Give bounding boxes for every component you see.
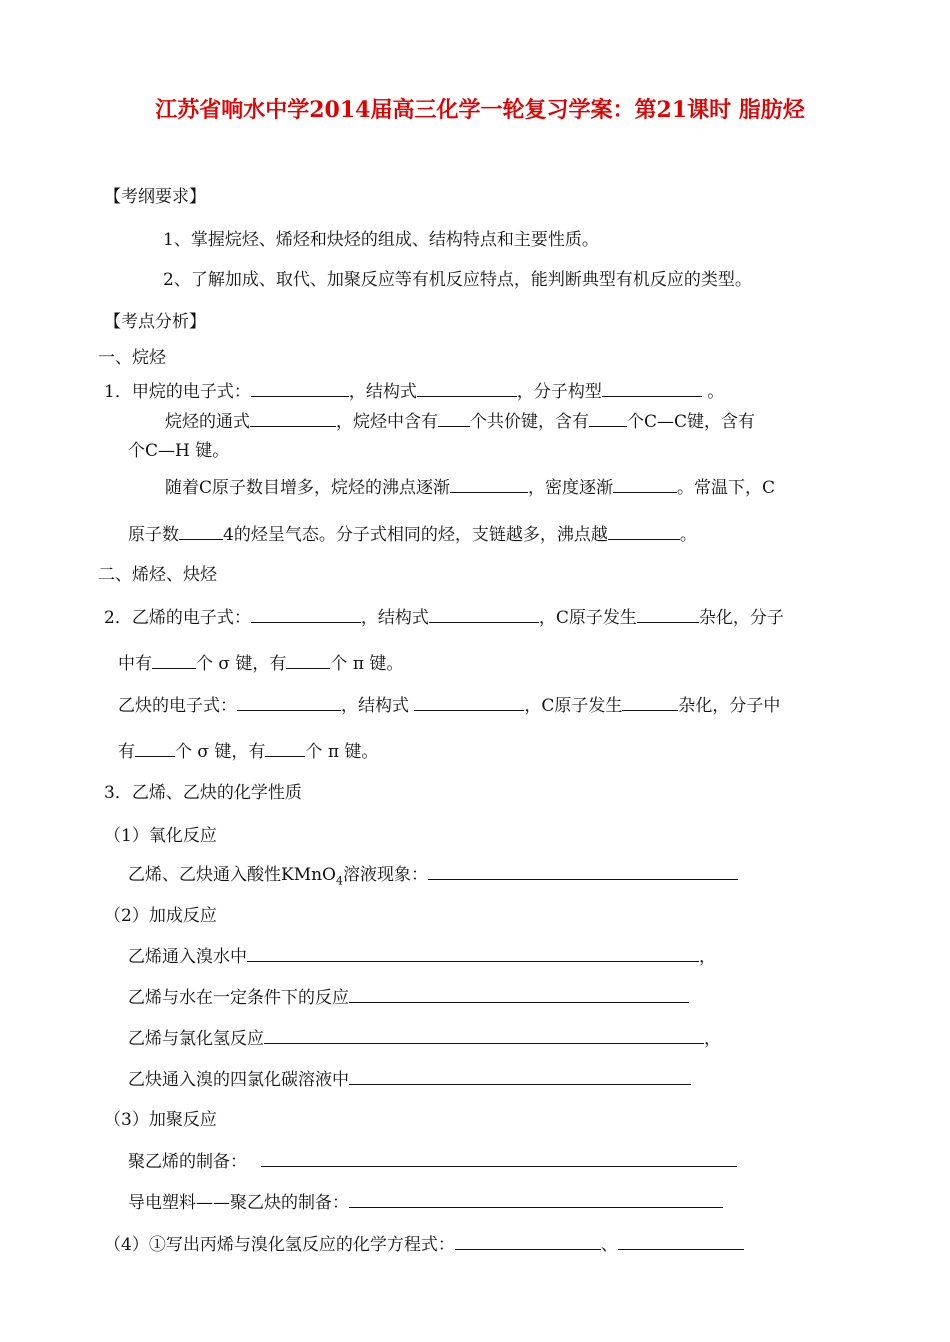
text: 2．乙烯的电子式： bbox=[104, 608, 251, 628]
text: ， bbox=[704, 1029, 721, 1049]
text: 乙炔的电子式： bbox=[118, 696, 237, 716]
text: 个 σ 键，有 bbox=[196, 654, 287, 674]
blank[interactable] bbox=[135, 740, 175, 757]
section-outline-heading: 【考纲要求】 bbox=[104, 187, 206, 207]
text: 有 bbox=[118, 742, 135, 762]
blank[interactable] bbox=[602, 380, 702, 397]
blank[interactable] bbox=[622, 694, 678, 711]
blank[interactable] bbox=[349, 1191, 723, 1208]
text: 4的烃呈气态。分子式相同的烃，支链越多，沸点越 bbox=[223, 525, 608, 545]
text: 烷烃的通式 bbox=[165, 412, 250, 432]
q3-addition-line-4 bbox=[128, 1068, 691, 1091]
text: 个 π 键。 bbox=[330, 654, 404, 674]
text: 随着C原子数目增多，烷烃的沸点逐渐 bbox=[165, 478, 451, 498]
blank[interactable] bbox=[179, 523, 223, 540]
blank[interactable] bbox=[261, 1150, 737, 1167]
text: ，结构式 bbox=[341, 696, 415, 716]
text: 乙烯与氯化氢反应 bbox=[128, 1029, 264, 1049]
blank[interactable] bbox=[589, 410, 627, 427]
text: ，结构式 bbox=[348, 382, 417, 402]
q3-sub-2: （2）加成反应 bbox=[104, 906, 217, 926]
q3-sub-1: （1）氧化反应 bbox=[104, 826, 217, 846]
blank[interactable] bbox=[250, 410, 336, 427]
q3-polymer-line-1 bbox=[128, 1150, 737, 1173]
q1-line-3: 个C—H 键。 bbox=[128, 441, 230, 461]
page-title: 江苏省响水中学2014届高三化学一轮复习学案：第21课时 脂肪烃 bbox=[155, 97, 805, 123]
text: 中有 bbox=[118, 654, 152, 674]
blank[interactable] bbox=[286, 652, 330, 669]
q1-line-2 bbox=[165, 410, 755, 433]
requirement-1: 1、掌握烷烃、烯烃和炔烃的组成、结构特点和主要性质。 bbox=[163, 230, 599, 250]
blank[interactable] bbox=[264, 1027, 704, 1044]
text: 乙炔通入溴的四氯化碳溶液中 bbox=[128, 1070, 349, 1090]
text: 聚乙烯的制备： bbox=[128, 1152, 247, 1172]
text: 乙烯、乙炔通入酸性KMnO bbox=[128, 865, 336, 885]
text: 个C—C键，含有 bbox=[627, 412, 756, 432]
blank[interactable] bbox=[613, 476, 677, 493]
blank[interactable] bbox=[247, 945, 699, 962]
text: 溶液现象： bbox=[343, 865, 428, 885]
blank[interactable] bbox=[608, 523, 680, 540]
blank[interactable] bbox=[152, 652, 196, 669]
part-1-heading: 一、烷烃 bbox=[98, 348, 166, 368]
section-analysis-heading: 【考点分析】 bbox=[104, 312, 206, 332]
blank[interactable] bbox=[618, 1233, 744, 1250]
text: ， bbox=[699, 947, 716, 967]
q2-line-1 bbox=[104, 606, 784, 629]
text: 导电塑料——聚乙炔的制备： bbox=[128, 1193, 349, 1213]
text: 、 bbox=[600, 1235, 618, 1255]
blank[interactable] bbox=[450, 476, 528, 493]
text: 乙烯通入溴水中 bbox=[128, 947, 247, 967]
blank[interactable] bbox=[428, 863, 738, 880]
q1-line-5 bbox=[128, 523, 697, 546]
text: 个 π 键。 bbox=[305, 742, 379, 762]
text: 。常温下，C bbox=[677, 478, 776, 498]
text: 乙烯与水在一定条件下的反应 bbox=[128, 988, 349, 1008]
q3-addition-line-1 bbox=[128, 945, 716, 968]
text: 。 bbox=[701, 382, 725, 402]
blank[interactable] bbox=[251, 380, 349, 397]
blank[interactable] bbox=[349, 986, 689, 1003]
text: 原子数 bbox=[128, 525, 179, 545]
q1-line-4 bbox=[165, 476, 775, 499]
blank[interactable] bbox=[438, 410, 470, 427]
text: 个 σ 键，有 bbox=[175, 742, 266, 762]
blank[interactable] bbox=[251, 606, 361, 623]
blank[interactable] bbox=[637, 606, 699, 623]
text: ，密度逐渐 bbox=[528, 478, 614, 498]
blank[interactable] bbox=[265, 740, 305, 757]
q3-addition-line-2 bbox=[128, 986, 689, 1009]
q3-addition-line-3 bbox=[128, 1027, 721, 1050]
q3-heading: 3．乙烯、乙炔的化学性质 bbox=[104, 783, 302, 803]
subscript: 4 bbox=[336, 874, 343, 888]
text: ，烷烃中含有 bbox=[336, 412, 438, 432]
text: （4）①写出丙烯与溴化氢反应的化学方程式： bbox=[104, 1235, 455, 1255]
q3-polymer-line-2 bbox=[128, 1191, 723, 1214]
text: 杂化，分子中 bbox=[678, 696, 781, 716]
text: ，结构式 bbox=[360, 608, 429, 628]
text: 杂化，分子 bbox=[698, 608, 784, 628]
q3-sub-4 bbox=[104, 1233, 744, 1256]
blank[interactable] bbox=[429, 606, 539, 623]
q2-line-4 bbox=[118, 740, 378, 763]
blank[interactable] bbox=[414, 694, 524, 711]
q3-oxidation-line bbox=[128, 863, 738, 892]
blank[interactable] bbox=[417, 380, 517, 397]
q3-sub-3: （3）加聚反应 bbox=[104, 1110, 217, 1130]
text: 个共价键，含有 bbox=[470, 412, 589, 432]
text: ，C原子发生 bbox=[538, 608, 637, 628]
requirement-2: 2、了解加成、取代、加聚反应等有机反应特点，能判断典型有机反应的类型。 bbox=[163, 270, 752, 290]
blank[interactable] bbox=[349, 1068, 691, 1085]
blank[interactable] bbox=[455, 1233, 601, 1250]
text: 1．甲烷的电子式： bbox=[104, 382, 251, 402]
q2-line-3 bbox=[118, 694, 780, 717]
blank[interactable] bbox=[237, 694, 341, 711]
part-2-heading: 二、烯烃、炔烃 bbox=[98, 565, 217, 585]
text: 。 bbox=[679, 525, 697, 545]
text: ，C原子发生 bbox=[524, 696, 623, 716]
q2-line-2 bbox=[118, 652, 403, 675]
q1-line-1 bbox=[104, 380, 724, 403]
text: ，分子构型 bbox=[516, 382, 602, 402]
